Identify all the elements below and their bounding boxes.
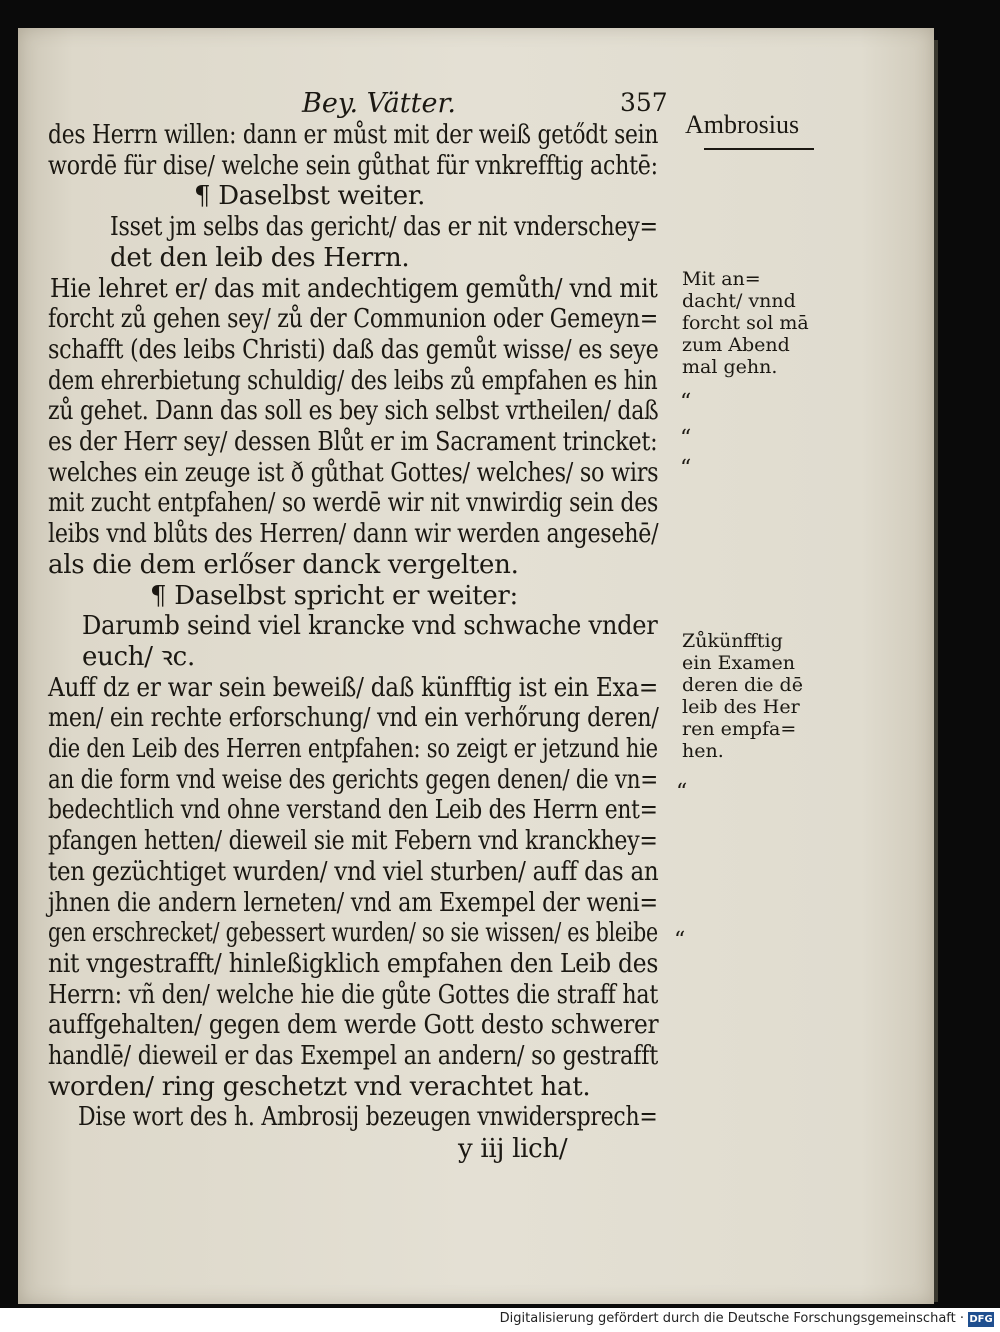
body-line: Dise wort des h. Ambrosij bezeugen vnwidersprech= (78, 1102, 658, 1133)
body-line: auffgehalten/ gegen dem werde Gott desto schwerer (48, 1010, 659, 1041)
body-line: wordē für dise/ welche sein gůthat für vnkrefftig achtē: (48, 150, 658, 181)
body-line: es der Herr sey/ dessen Blůt er im Sacrament trincket: (48, 427, 658, 457)
body-line: Hie lehret er/ das mit andechtigem gemůth/ vnd mit (50, 273, 658, 304)
body-line: welches ein zeuge ist ð gůthat Gottes/ welches/ so wirs (48, 457, 659, 488)
body-line: dem ehrerbietung schuldig/ des leibs zů empfahen es hin (48, 365, 658, 396)
body-line: euch/ ꝛc. (82, 641, 195, 672)
body-line: handlē/ dieweil er das Exempel an andern/ so gestrafft (48, 1041, 659, 1071)
body-line: die den Leib des Herren entpfahen: so zeigt er jetzund hie (48, 734, 658, 764)
body-line: det den leib des Herrn. (110, 242, 410, 273)
margin-note-line: ren empfa= (682, 718, 797, 740)
body-line: worden/ ring geschetzt vnd verachtet hat. (48, 1071, 591, 1102)
body-line: Darumb seind viel krancke vnd schwache vnder (82, 611, 658, 642)
margin-note-line: zum Abend (682, 334, 790, 356)
body-line: nit vngestrafft/ hinleßigklich empfahen den Leib des (48, 948, 659, 979)
body-line: men/ ein rechte erforschung/ vnd ein verhőrung deren/ (48, 703, 659, 734)
quote-mark: “ (676, 780, 688, 805)
quote-mark: “ (680, 456, 692, 481)
body-line: gen erschrecket/ gebessert wurden/ so sie wissen/ es bleibe (48, 918, 658, 949)
margin-note-line: forcht sol mā (682, 312, 809, 334)
footer-bar (0, 1308, 1000, 1332)
body-line: y iij lich/ (458, 1134, 568, 1165)
body-line: Isset jm selbs das gericht/ das er nit vnderschey= (110, 212, 658, 243)
margin-note-line: dacht/ vnnd (682, 290, 796, 312)
body-line: mit zucht entpfahen/ so werdē wir nit vnwirdig sein des (48, 488, 659, 519)
body-line: ¶ Daselbst weiter. (194, 181, 426, 212)
margin-note-line: ein Examen (682, 652, 796, 674)
body-line: Herrn: vñ den/ welche hie die gůte Gottes die straff hat (48, 979, 659, 1010)
running-head: Bey. Vätter. (302, 88, 456, 119)
dfg-logo-icon: DFG (969, 1314, 993, 1325)
body-line: zů gehet. Dann das soll es bey sich selbst vrtheilen/ daß (48, 396, 659, 427)
page-number: 357 (620, 88, 668, 117)
body-line: leibs vnd blůts des Herren/ dann wir werden angesehē/ (48, 519, 659, 550)
body-line: forcht zů gehen sey/ zů der Communion oder Gemeyn= (48, 304, 658, 335)
body-line: jhnen die andern lerneten/ vnd am Exempel der weni= (48, 887, 658, 918)
body-line: bedechtlich vnd ohne verstand den Leib des Herrn ent= (48, 795, 658, 826)
margin-note-line: leib des Her (682, 696, 800, 718)
margin-note-line: deren die dē (682, 674, 803, 696)
body-line: ten gezüchtiget wurden/ vnd viel sturben/ auff das an (48, 856, 659, 887)
footer-credit: Digitalisierung gefördert durch die Deutsche Forschungsgemeinschaft · (499, 1311, 964, 1326)
margin-note-line: hen. (682, 740, 724, 762)
body-line: als die dem erlőser danck vergelten. (48, 549, 519, 580)
body-line: pfangen hetten/ dieweil sie mit Febern vnd kranckhey= (48, 826, 658, 857)
margin-heading: Ambrosius (685, 110, 800, 139)
margin-heading-rule (704, 148, 814, 150)
quote-mark: “ (674, 928, 686, 953)
body-line: an die form vnd weise des gerichts gegen denen/ die vn= (48, 764, 658, 795)
page-edge (934, 40, 938, 1302)
body-line: schafft (des leibs Christi) daß das gemůt wisse/ es seye (48, 334, 659, 365)
body-line: des Herrn willen: dann er můst mit der weiß getődt sein (48, 120, 659, 150)
quote-mark: “ (680, 426, 692, 451)
body-line: Auff dz er war sein beweiß/ daß künfftig ist ein Exa= (48, 672, 659, 703)
margin-note-line: Mit an= (682, 268, 761, 290)
quote-mark: “ (680, 390, 692, 415)
margin-note-line: Zůkünfftig (682, 630, 783, 652)
book-page (18, 28, 934, 1304)
margin-note-line: mal gehn. (682, 356, 778, 378)
body-line: ¶ Daselbst spricht er weiter: (150, 580, 519, 611)
